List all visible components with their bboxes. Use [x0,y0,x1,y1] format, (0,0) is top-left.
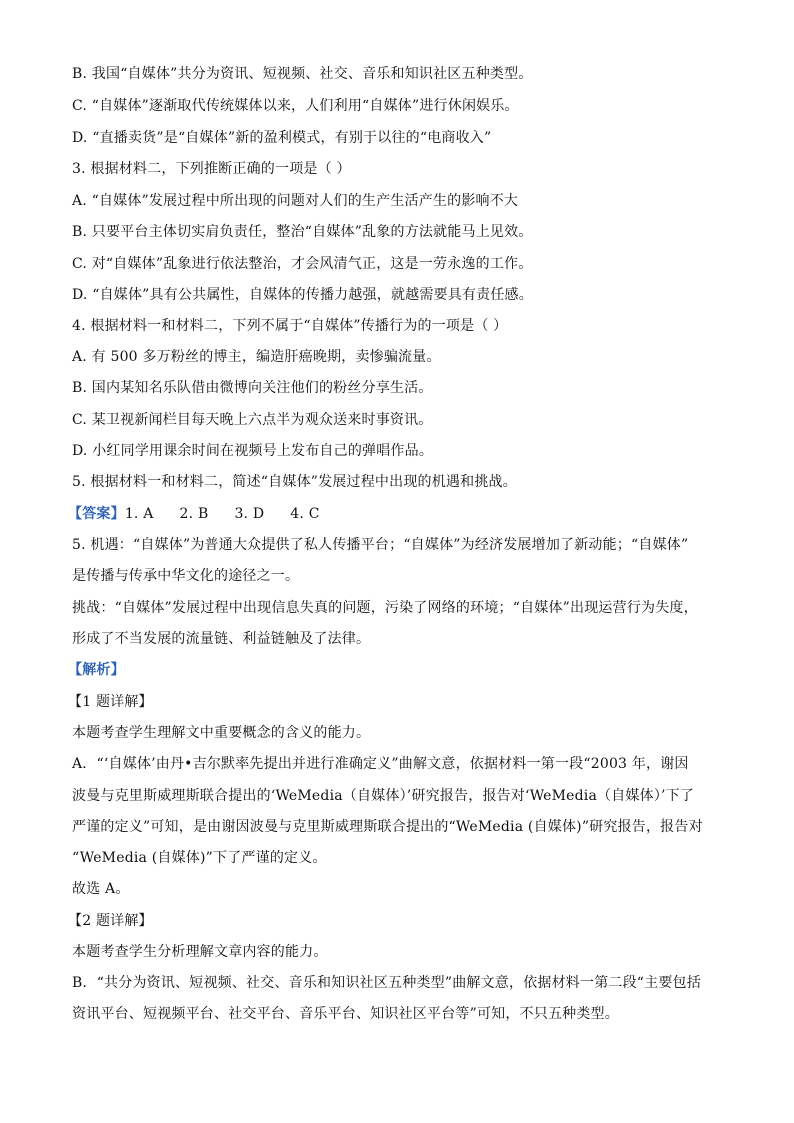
q2-option-c: C. “自媒体”逐渐取代传统媒体以来，人们利用“自媒体”进行休闲娱乐。 [72,98,519,114]
question-4: 4. 根据材料一和材料二，下列不属于“自媒体”传播行为的一项是（ ） [72,318,508,334]
q2-detail-line: 资讯平台、短视频平台、社交平台、音乐平台、知识社区平台等”可知，不只五种类型。 [72,1006,619,1022]
q4-option-b: B. 国内某知名乐队借由微博向关注他们的粉丝分享生活。 [72,380,433,396]
q1-detail-line: 本题考查学生理解文中重要概念的含义的能力。 [72,725,371,741]
answer-label: 【答案】 [68,506,125,522]
answer-5-line-2: 是传播与传承中华文化的途径之一。 [72,568,300,584]
question-5: 5. 根据材料一和材料二，简述“自媒体”发展过程中出现的机遇和挑战。 [72,474,517,490]
answer-key [68,504,320,524]
q2-detail-line: 本题考查学生分析理解文章内容的能力。 [72,944,328,960]
question-3: 3. 根据材料二，下列推断正确的一项是（ ） [72,161,351,177]
q4-option-c: C. 某卫视新闻栏目每天晚上六点半为观众送来时事资讯。 [72,412,433,428]
q2-option-d: D. “直播卖货”是“自媒体”新的盈利模式，有别于以往的“电商收入” [72,130,492,146]
q1-detail-line: 故选 A。 [72,881,130,897]
q2-option-b: B. 我国“自媒体”共分为资讯、短视频、社交、音乐和知识社区五种类型。 [72,66,533,82]
q3-option-d: D. “自媒体”具有公共属性，自媒体的传播力越强，就越需要具有责任感。 [72,287,533,303]
answer-1: 1. A [124,506,154,522]
q3-option-a: A. “自媒体”发展过程中所出现的问题对人们的生产生活产生的影响不大 [72,193,519,209]
q1-detail-line: A．“‘自媒体’由丹•吉尔默率先提出并进行准确定义”曲解文意，依据材料一第一段“2003 年，谢因 [72,756,689,772]
answer-5-line-4: 形成了不当发展的流量链、利益链触及了法律。 [72,631,371,647]
q2-detail-label: 【2 题详解】 [68,913,153,929]
q1-detail-line: “WeMedia (自媒体)”下了严谨的定义。 [72,850,327,866]
analysis-label: 【解析】 [68,662,125,678]
answer-5-line-1: 5. 机遇：“自媒体”为普通大众提供了私人传播平台；“自媒体”为经济发展增加了新动能；“自媒体” [72,537,689,553]
q1-detail-label: 【1 题详解】 [68,694,153,710]
q2-detail-line: B．“共分为资讯、短视频、社交、音乐和知识社区五种类型”曲解文意，依据材料一第二段“主要包括 [72,975,701,991]
answer-3: 3. D [234,506,265,522]
q1-detail-line: 波曼与克里斯威理斯联合提出的‘WeMedia（自媒体）’研究报告，报告对‘WeMedia（自媒体）’下了 [72,788,695,804]
q3-option-b: B. 只要平台主体切实肩负责任，整治“自媒体”乱象的方法就能马上见效。 [72,224,533,240]
answer-2: 2. B [179,506,209,522]
q4-option-a: A. 有 500 多万粉丝的博主，编造肝癌晚期，卖惨骗流量。 [72,349,441,365]
q3-option-c: C. 对“自媒体”乱象进行依法整治，才会风清气正，这是一劳永逸的工作。 [72,256,533,272]
q1-detail-line: 严谨的定义”可知，是由谢因波曼与克里斯威理斯联合提出的“WeMedia (自媒体)”研究报告，报告对 [72,819,703,835]
answer-5-line-3: 挑战：“自媒体”发展过程中出现信息失真的问题，污染了网络的环境；“自媒体”出现运营行为失度， [72,600,698,616]
q4-option-d: D. 小红同学用课余时间在视频号上发布自己的弹唱作品。 [72,443,434,459]
answer-4: 4. C [290,506,320,522]
